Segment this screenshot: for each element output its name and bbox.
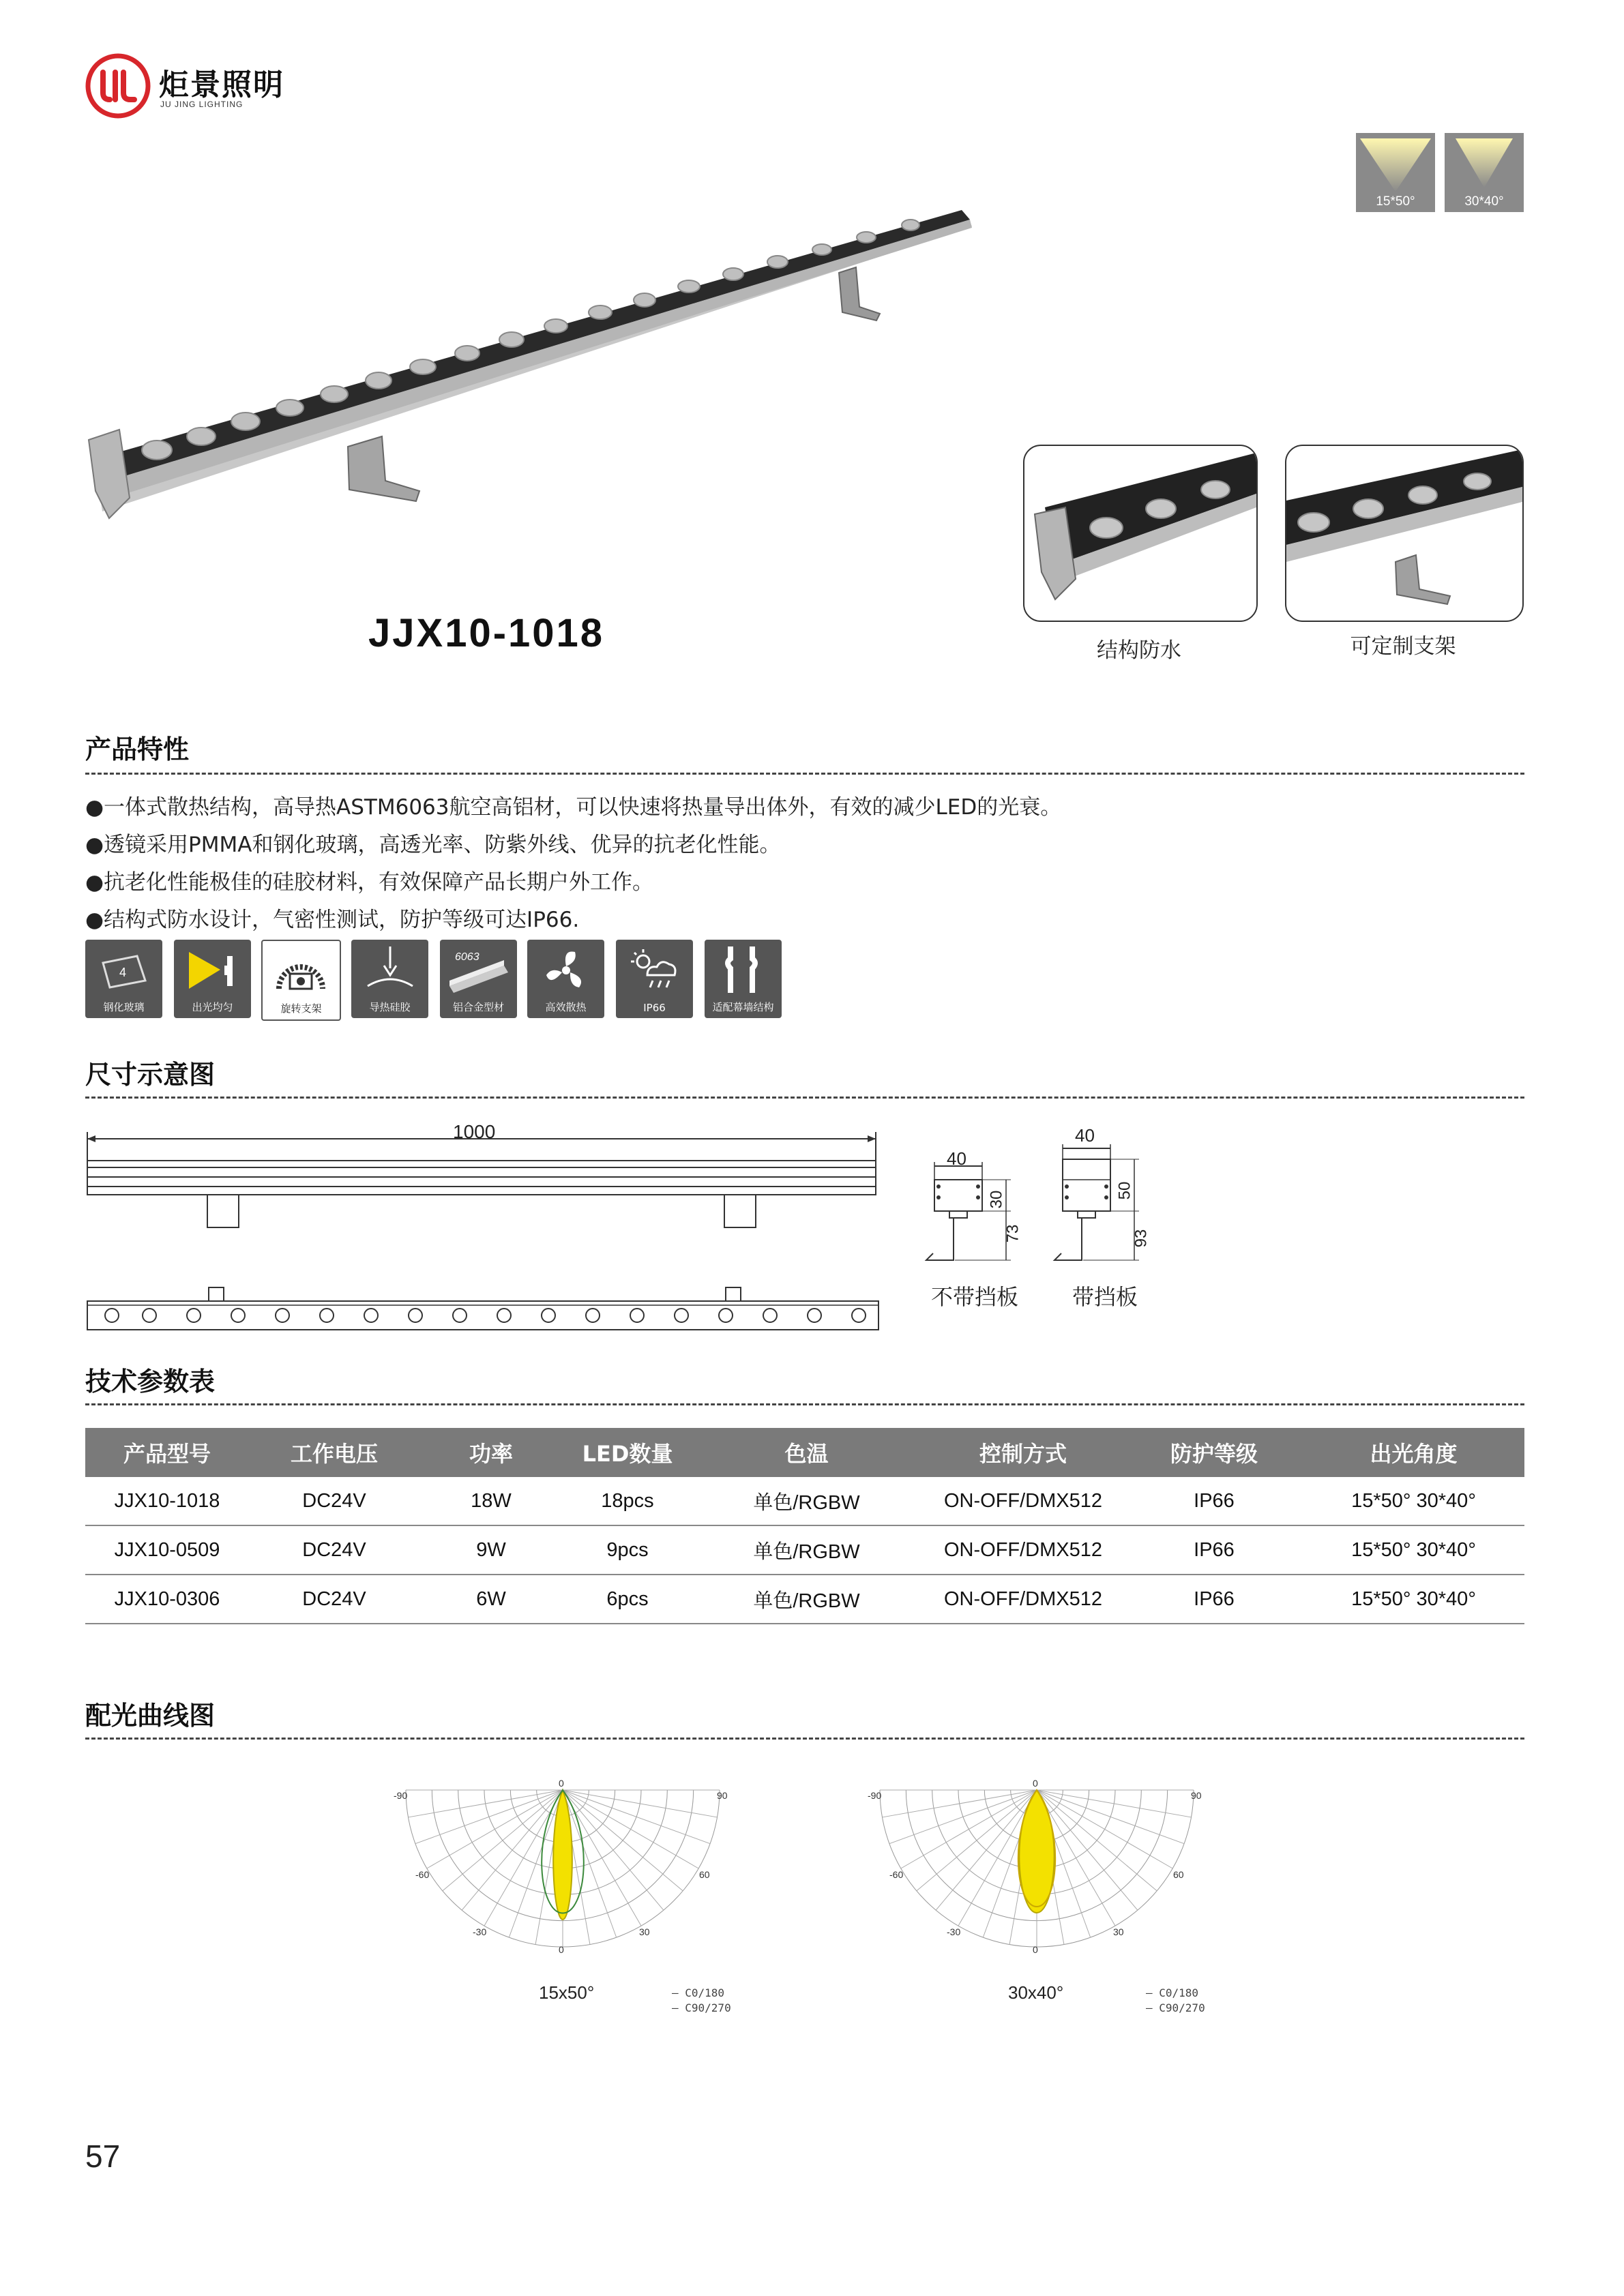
angle-label: 0 bbox=[559, 1778, 564, 1789]
feature-icon-aluminum bbox=[440, 940, 517, 1018]
angle-label: 0 bbox=[1033, 1778, 1038, 1789]
table-cell: IP66 bbox=[1125, 1525, 1303, 1575]
table-cell: 15*50° 30*40° bbox=[1303, 1575, 1524, 1624]
legend-entry: — C90/270 bbox=[1146, 2001, 1205, 2014]
legend-entry: — C0/180 bbox=[1146, 1986, 1199, 1999]
dim-h1-with-shield: 50 bbox=[1115, 1181, 1134, 1200]
table-cell: 6W bbox=[419, 1575, 563, 1624]
table-cell: 18W bbox=[419, 1477, 563, 1525]
angle-label: 0 bbox=[1033, 1944, 1038, 1955]
label-without-shield: 不带挡板 bbox=[931, 1284, 1019, 1310]
legend-entry: — C0/180 bbox=[672, 1986, 725, 1999]
beam-badge-2 bbox=[1445, 133, 1524, 212]
col-header-model: 产品型号 bbox=[85, 1428, 249, 1477]
dim-width-no-shield: 40 bbox=[947, 1148, 966, 1169]
feature-icon-label: 出光均匀 bbox=[192, 1001, 233, 1013]
beam-badge-1 bbox=[1356, 133, 1435, 212]
table-cell: 9W bbox=[419, 1525, 563, 1575]
dim-h2-no-shield: 73 bbox=[1003, 1224, 1022, 1243]
dimension-length: 1000 bbox=[453, 1121, 496, 1142]
table-cell: IP66 bbox=[1125, 1477, 1303, 1525]
divider bbox=[85, 1738, 1524, 1740]
angle-label: 90 bbox=[717, 1790, 728, 1801]
feature-icon-curtain-wall bbox=[705, 940, 782, 1018]
col-header-voltage: 工作电压 bbox=[249, 1428, 419, 1477]
angle-label: 60 bbox=[1173, 1869, 1184, 1880]
angle-label: 60 bbox=[699, 1869, 710, 1880]
angle-label: -90 bbox=[868, 1790, 882, 1801]
beam-badge-label: 30*40° bbox=[1464, 194, 1504, 209]
col-header-control: 控制方式 bbox=[921, 1428, 1125, 1477]
table-row bbox=[85, 1477, 1524, 1525]
feature-icon-label: 钢化玻璃 bbox=[103, 1001, 145, 1013]
brand-logo bbox=[85, 53, 297, 121]
table-cell: 9pcs bbox=[563, 1525, 692, 1575]
table-cell: ON-OFF/DMX512 bbox=[921, 1477, 1125, 1525]
feature-icon-thermal-silicone bbox=[351, 940, 428, 1018]
polar-legend-1 bbox=[672, 1986, 731, 2016]
tempered-glass-icon bbox=[98, 951, 151, 993]
table-cell: JJX10-0509 bbox=[85, 1525, 249, 1575]
dimension-drawing-front bbox=[82, 1112, 887, 1343]
table-cell: IP66 bbox=[1125, 1575, 1303, 1624]
thermal-silicone-icon bbox=[364, 945, 417, 993]
section-title-features: 产品特性 bbox=[85, 734, 190, 764]
feature-item: ●透镜采用PMMA和钢化玻璃，高透光率、防紫外线、优异的抗老化性能。 bbox=[85, 833, 781, 857]
table-cell: 单色/RGBW bbox=[692, 1575, 921, 1624]
table-cell: 15*50° 30*40° bbox=[1303, 1477, 1524, 1525]
feature-icon-uniform-light bbox=[174, 940, 251, 1018]
feature-icon-rotating-bracket bbox=[261, 940, 341, 1021]
uniform-light-icon bbox=[186, 949, 239, 993]
feature-icon-label: 旋转支架 bbox=[280, 1002, 322, 1015]
model-title: JJX10-1018 bbox=[368, 611, 605, 655]
thumbnail-waterproof bbox=[1023, 445, 1258, 622]
table-cell: 18pcs bbox=[563, 1477, 692, 1525]
aluminum-grade-text: 6063 bbox=[455, 951, 479, 963]
table-cell: DC24V bbox=[249, 1477, 419, 1525]
profile-without-shield bbox=[914, 1152, 1050, 1282]
dim-h2-with-shield: 93 bbox=[1132, 1229, 1151, 1248]
rotating-bracket-icon bbox=[272, 948, 329, 996]
waterproof-structure-image bbox=[1024, 446, 1256, 621]
curtain-wall-icon bbox=[720, 944, 767, 996]
feature-icon-ip66 bbox=[616, 940, 693, 1018]
legend-entry: — C90/270 bbox=[672, 2001, 731, 2014]
table-cell: ON-OFF/DMX512 bbox=[921, 1525, 1125, 1575]
feature-icon-glass bbox=[85, 940, 162, 1018]
page-number: 57 bbox=[85, 2138, 121, 2174]
feature-icon-label: IP66 bbox=[643, 1002, 666, 1014]
table-cell: 6pcs bbox=[563, 1575, 692, 1624]
section-title-dimensions: 尺寸示意图 bbox=[85, 1060, 216, 1090]
feature-icon-label: 导热硅胶 bbox=[369, 1001, 411, 1013]
table-row bbox=[85, 1575, 1524, 1624]
col-header-color-temp: 色温 bbox=[692, 1428, 921, 1477]
feature-icon-label: 高效散热 bbox=[545, 1001, 587, 1013]
table-cell: 15*50° 30*40° bbox=[1303, 1525, 1524, 1575]
table-cell: JJX10-1018 bbox=[85, 1477, 249, 1525]
label-with-shield: 带挡板 bbox=[1072, 1284, 1138, 1310]
divider bbox=[85, 1097, 1524, 1099]
spec-table bbox=[85, 1428, 1524, 1624]
thumbnail-caption-waterproof: 结构防水 bbox=[1097, 638, 1181, 663]
dim-width-with-shield: 40 bbox=[1075, 1125, 1095, 1146]
table-cell: ON-OFF/DMX512 bbox=[921, 1575, 1125, 1624]
profile-with-shield bbox=[1042, 1132, 1179, 1282]
thumbnail-caption-bracket: 可定制支架 bbox=[1350, 634, 1456, 659]
feature-icon-label: 适配幕墙结构 bbox=[712, 1001, 774, 1013]
custom-bracket-image bbox=[1286, 446, 1522, 621]
angle-label: -30 bbox=[947, 1926, 961, 1937]
polar-caption-1: 15x50° bbox=[539, 1982, 595, 2003]
dim-h1-no-shield: 30 bbox=[987, 1190, 1006, 1209]
polar-caption-2: 30x40° bbox=[1008, 1982, 1064, 2003]
col-header-power: 功率 bbox=[419, 1428, 563, 1477]
spec-header-row bbox=[85, 1428, 1524, 1477]
table-cell: 单色/RGBW bbox=[692, 1477, 921, 1525]
angle-label: 30 bbox=[639, 1926, 650, 1937]
angle-label: -30 bbox=[473, 1926, 487, 1937]
section-title-curves: 配光曲线图 bbox=[85, 1701, 216, 1731]
weather-icon bbox=[627, 946, 681, 994]
angle-label: -60 bbox=[415, 1869, 430, 1880]
angle-label: -90 bbox=[394, 1790, 408, 1801]
divider bbox=[85, 1403, 1524, 1405]
table-cell: 单色/RGBW bbox=[692, 1525, 921, 1575]
fan-icon bbox=[542, 946, 590, 994]
feature-item: ●一体式散热结构，高导热ASTM6063航空高铝材，可以快速将热量导出体外，有效的减少LED的光衰。 bbox=[85, 795, 1062, 820]
feature-item: ●结构式防水设计，气密性测试，防护等级可达IP66. bbox=[85, 908, 580, 932]
angle-label: 90 bbox=[1191, 1790, 1202, 1801]
polar-labels-1 bbox=[385, 1778, 740, 1974]
beam-badge-label: 15*50° bbox=[1376, 194, 1415, 209]
polar-labels-2 bbox=[859, 1778, 1214, 1974]
glass-thickness-text: 4 bbox=[119, 966, 127, 979]
feature-item: ●抗老化性能极佳的硅胶材料，有效保障产品长期户外工作。 bbox=[85, 870, 654, 895]
col-header-led-count: LED数量 bbox=[563, 1428, 692, 1477]
col-header-ip-rating: 防护等级 bbox=[1125, 1428, 1303, 1477]
table-cell: JJX10-0306 bbox=[85, 1575, 249, 1624]
brand-name: 炬景照明 bbox=[159, 68, 284, 102]
divider bbox=[85, 773, 1524, 775]
feature-icon-heat-dissipation bbox=[527, 940, 604, 1018]
aluminum-profile-icon bbox=[447, 945, 511, 996]
thumbnail-bracket bbox=[1285, 445, 1524, 622]
angle-label: 0 bbox=[559, 1944, 564, 1955]
product-image bbox=[82, 205, 982, 532]
angle-label: 30 bbox=[1113, 1926, 1124, 1937]
polar-legend-2 bbox=[1146, 1986, 1205, 2016]
table-cell: DC24V bbox=[249, 1575, 419, 1624]
table-cell: DC24V bbox=[249, 1525, 419, 1575]
section-title-specs: 技术参数表 bbox=[85, 1367, 216, 1397]
brand-sub: JU JING LIGHTING bbox=[160, 100, 243, 109]
col-header-beam-angle: 出光角度 bbox=[1303, 1428, 1524, 1477]
table-row bbox=[85, 1525, 1524, 1575]
feature-icon-label: 铝合金型材 bbox=[452, 1001, 504, 1013]
logo-mark-icon bbox=[85, 53, 151, 119]
angle-label: -60 bbox=[889, 1869, 904, 1880]
